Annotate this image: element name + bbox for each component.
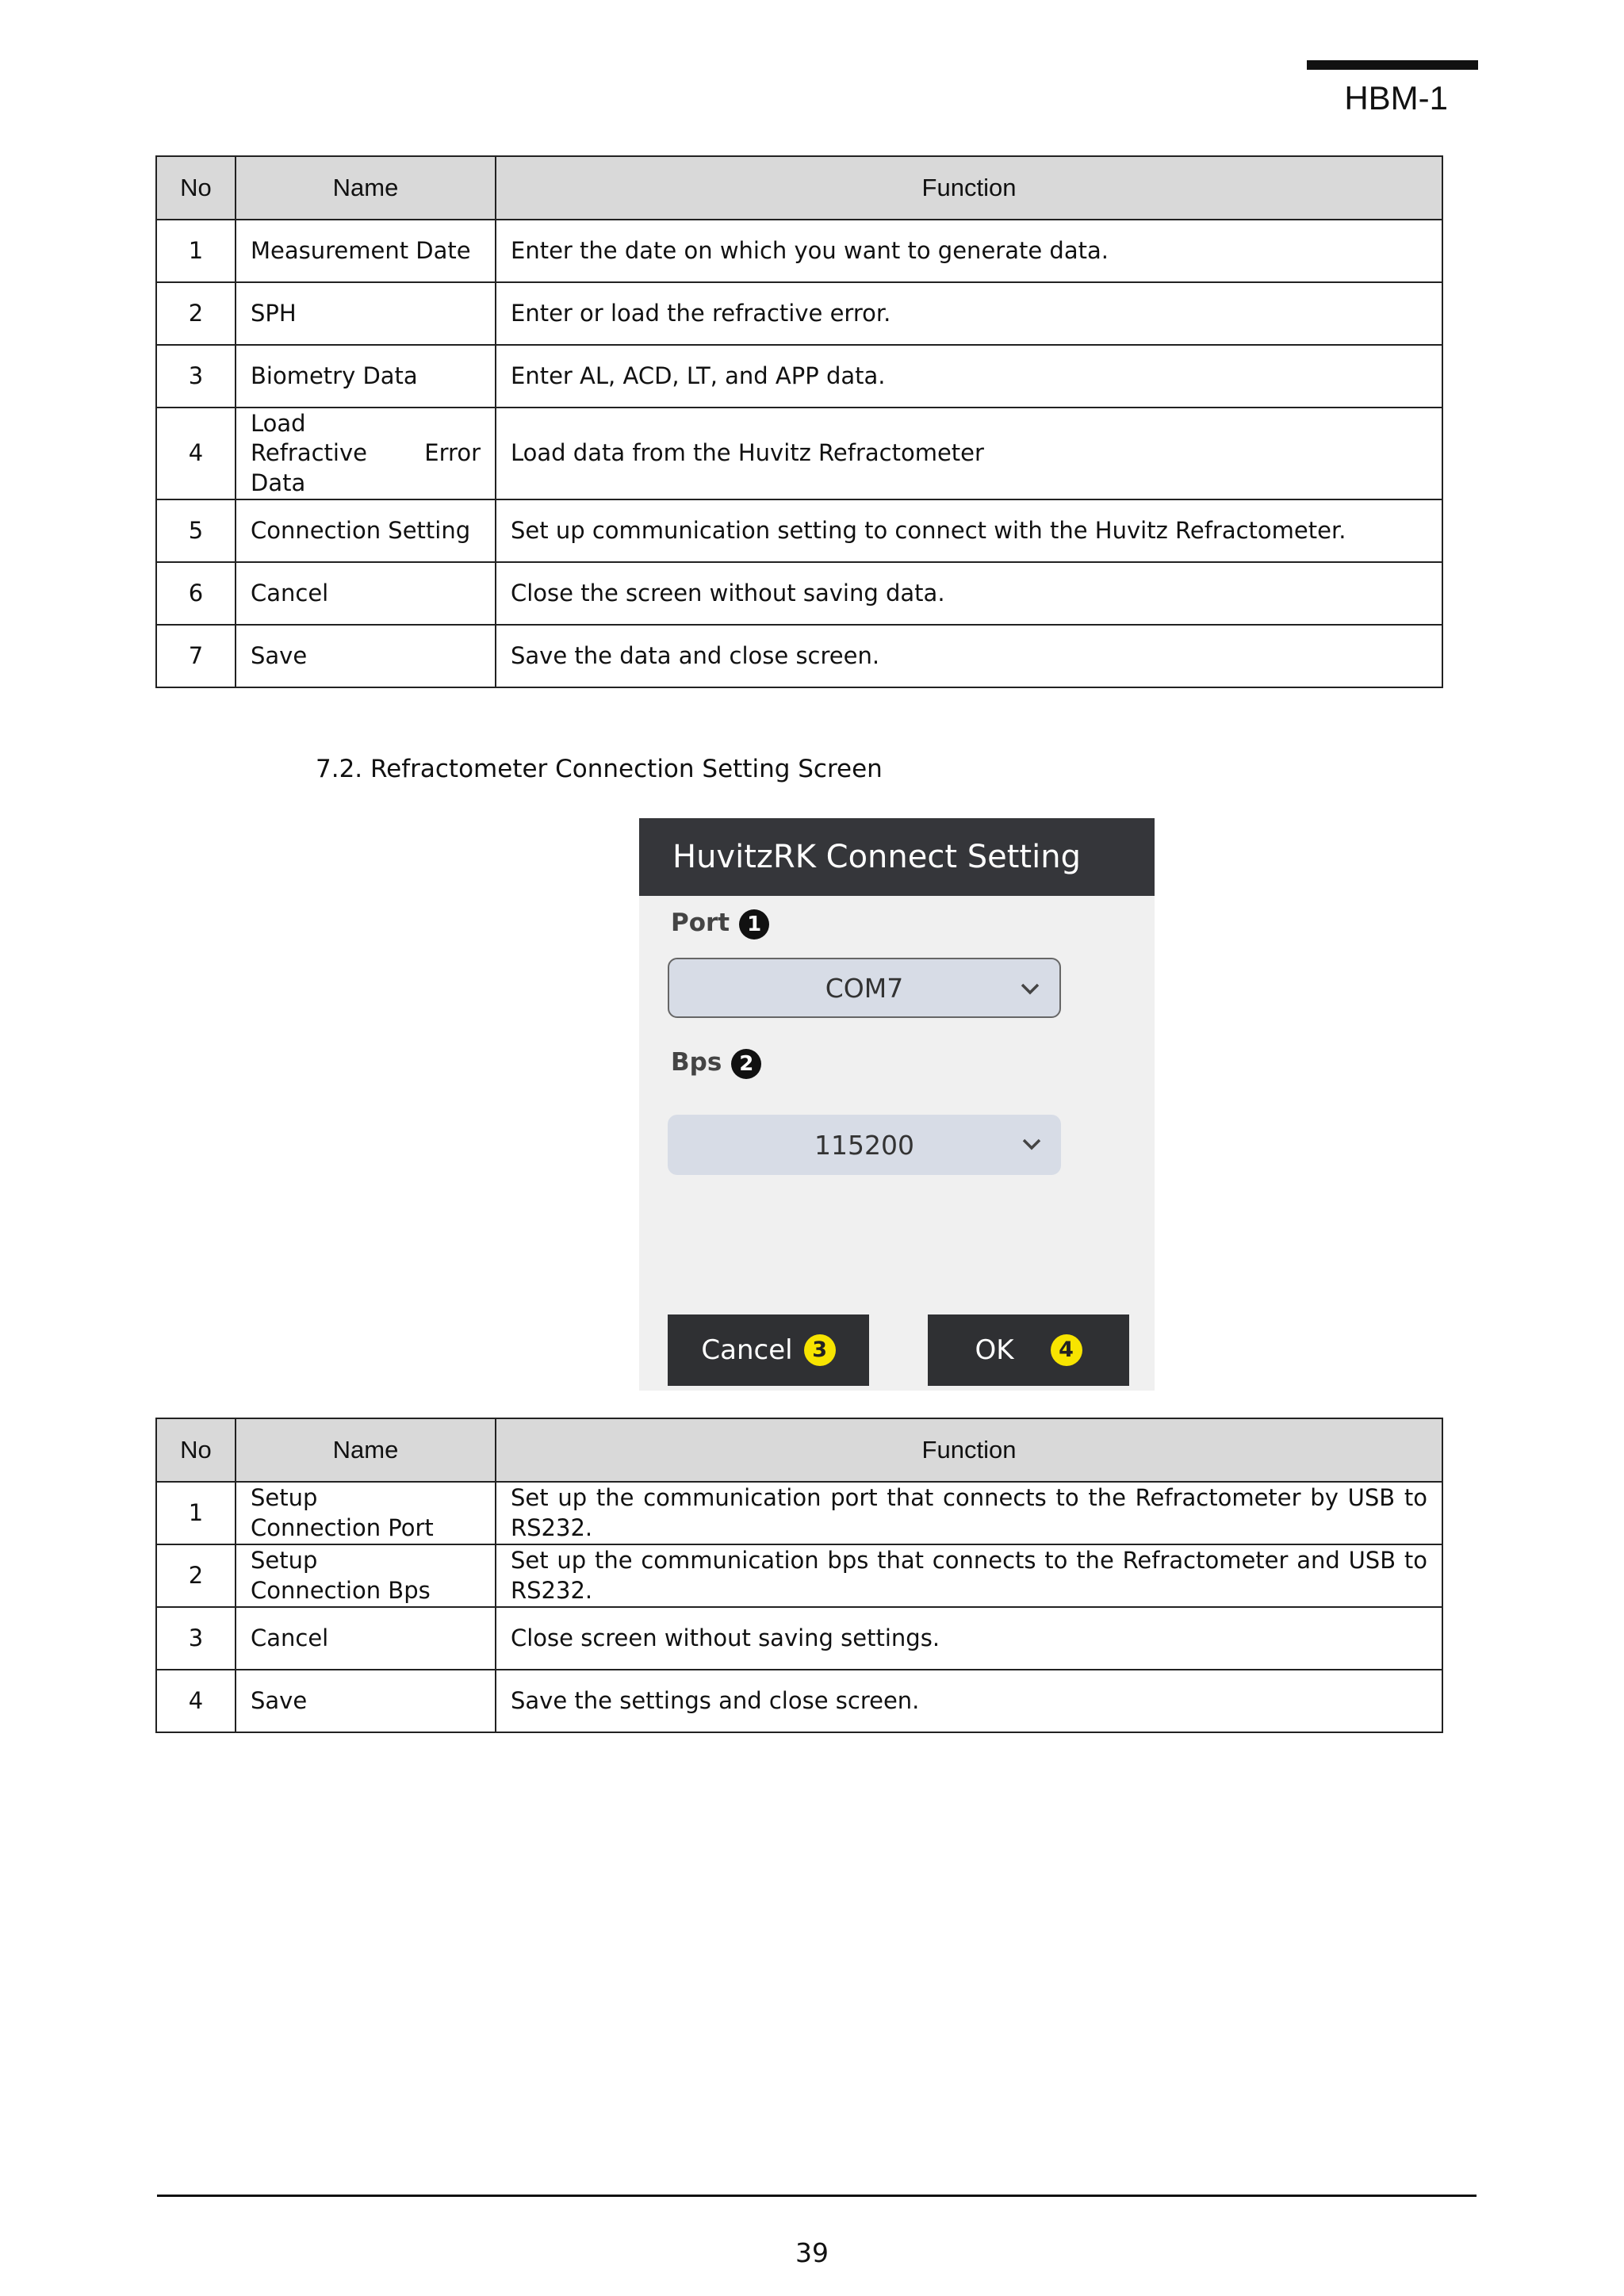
row-no: 3 (156, 1607, 236, 1670)
row-name: Measurement Date (236, 220, 496, 282)
row-function-line: RS232. (511, 1576, 593, 1604)
row-name (236, 1544, 496, 1607)
row-function-line: RS232. (511, 1513, 593, 1541)
port-label (671, 909, 769, 939)
connect-setting-dialog (639, 818, 1155, 1391)
table-row (156, 1670, 1442, 1732)
row-name-line: Data (251, 469, 306, 496)
section-title: 7.2. Refractometer Connection Setting Screen (316, 755, 883, 783)
row-name: Cancel (236, 1607, 496, 1670)
table-row (156, 345, 1442, 408)
footer-rule (157, 2195, 1477, 2197)
row-function: Enter AL, ACD, LT, and APP data. (496, 345, 1442, 408)
row-function: Save the data and close screen. (496, 625, 1442, 687)
column-header-function: Function (496, 1418, 1442, 1482)
table-header-row (156, 1418, 1442, 1482)
row-function: Load data from the Huvitz Refractometer (496, 408, 1442, 499)
row-function (496, 1544, 1442, 1607)
row-name: Biometry Data (236, 345, 496, 408)
row-name: Save (236, 1670, 496, 1732)
cancel-button-label: Cancel (701, 1334, 793, 1366)
row-name (236, 408, 496, 499)
column-header-name: Name (236, 1418, 496, 1482)
callout-badge-1: 1 (739, 909, 769, 939)
row-function: Save the settings and close screen. (496, 1670, 1442, 1732)
table-row (156, 625, 1442, 687)
table-row (156, 1607, 1442, 1670)
ok-button[interactable] (928, 1314, 1129, 1386)
port-label-text: Port (671, 909, 730, 937)
row-name-line: Setup (251, 1484, 318, 1512)
ok-button-label: OK (975, 1334, 1014, 1366)
cancel-button[interactable] (668, 1314, 869, 1386)
table-row (156, 282, 1442, 345)
row-name: SPH (236, 282, 496, 345)
connection-setting-table (155, 1418, 1443, 1733)
row-name-line: Connection Port (251, 1513, 434, 1541)
row-name: Cancel (236, 562, 496, 625)
row-name-line: Refractive Error (251, 439, 481, 467)
table-row (156, 499, 1442, 562)
port-select[interactable] (668, 958, 1061, 1018)
row-no: 7 (156, 625, 236, 687)
row-no: 3 (156, 345, 236, 408)
document-code: HBM-1 (1344, 79, 1448, 117)
row-no: 4 (156, 408, 236, 499)
column-header-function: Function (496, 156, 1442, 220)
row-function: Enter or load the refractive error. (496, 282, 1442, 345)
table-row (156, 220, 1442, 282)
chevron-down-icon (1018, 977, 1042, 1001)
row-name: Connection Setting (236, 499, 496, 562)
row-function-line: Set up the communication port that connects to the Refractometer by USB to (511, 1484, 1427, 1512)
bps-select-value: 115200 (814, 1129, 914, 1161)
column-header-no: No (156, 1418, 236, 1482)
row-function (496, 1482, 1442, 1544)
chevron-down-icon (1020, 1132, 1044, 1156)
bps-label-text: Bps (671, 1048, 722, 1077)
bps-select[interactable] (668, 1115, 1061, 1175)
table-row (156, 1544, 1442, 1607)
column-header-name: Name (236, 156, 496, 220)
screen-elements-table (155, 155, 1443, 688)
row-name-line: Setup (251, 1547, 318, 1575)
row-function: Close screen without saving settings. (496, 1607, 1442, 1670)
row-name (236, 1482, 496, 1544)
callout-badge-3: 3 (804, 1334, 836, 1366)
bps-label (671, 1048, 761, 1079)
row-no: 5 (156, 499, 236, 562)
row-no: 1 (156, 1482, 236, 1544)
row-name-line: Connection Bps (251, 1576, 431, 1604)
table-row (156, 1482, 1442, 1544)
dialog-title: HuvitzRK Connect Setting (639, 818, 1155, 896)
row-no: 2 (156, 282, 236, 345)
row-function: Close the screen without saving data. (496, 562, 1442, 625)
row-function: Enter the date on which you want to generate data. (496, 220, 1442, 282)
table-header-row (156, 156, 1442, 220)
table-row (156, 562, 1442, 625)
row-no: 1 (156, 220, 236, 282)
row-function: Set up communication setting to connect with the Huvitz Refractometer. (496, 499, 1442, 562)
table-row (156, 408, 1442, 499)
port-select-value: COM7 (825, 972, 904, 1004)
callout-badge-2: 2 (731, 1049, 761, 1079)
row-no: 4 (156, 1670, 236, 1732)
row-name: Save (236, 625, 496, 687)
row-function-line: Set up the communication bps that connects to the Refractometer and USB to (511, 1547, 1427, 1575)
row-name-line: Load (251, 410, 306, 438)
column-header-no: No (156, 156, 236, 220)
callout-badge-4: 4 (1051, 1334, 1082, 1366)
row-no: 2 (156, 1544, 236, 1607)
header-rule (1307, 60, 1478, 70)
row-no: 6 (156, 562, 236, 625)
page-number: 39 (795, 2237, 829, 2268)
